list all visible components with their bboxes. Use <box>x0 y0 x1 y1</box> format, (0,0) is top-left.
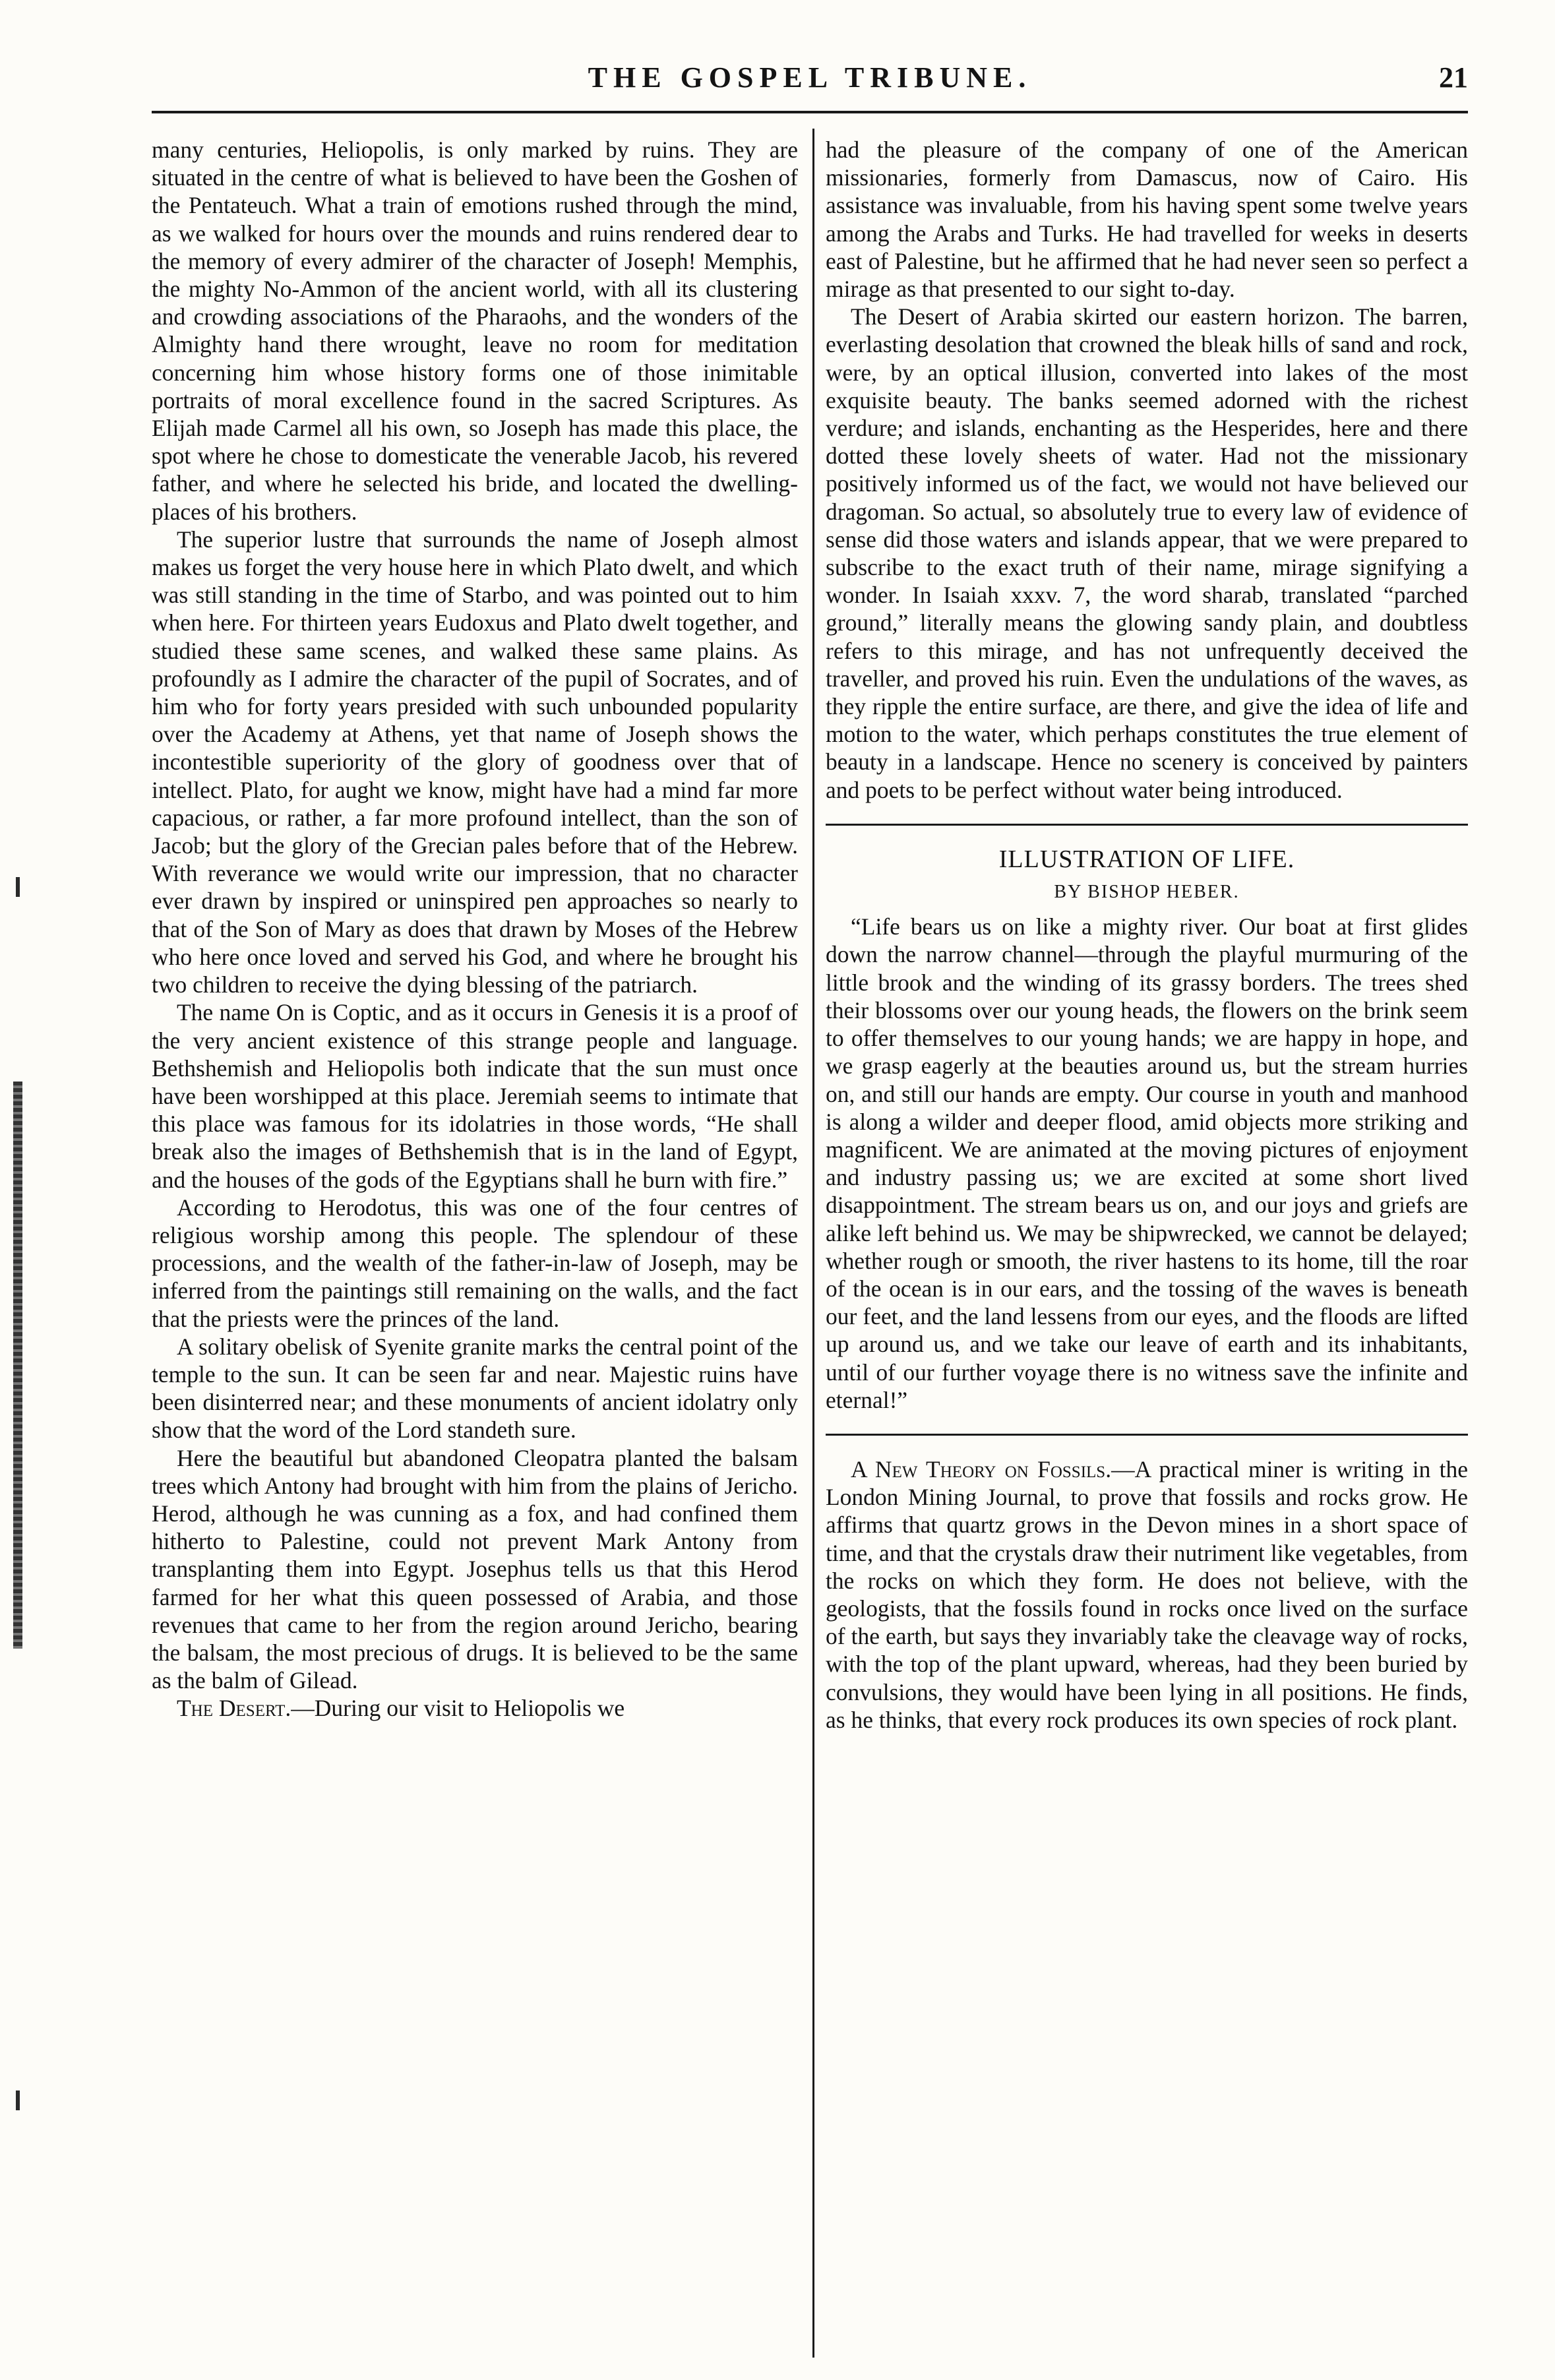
section-divider <box>826 824 1468 826</box>
article-paragraph: The name On is Coptic, and as it occurs in Genesis it is a proof of the very ancient existence of this strange people and language. Bethshemish and Heliopolis both indicate that the sun must once have been worshipped at this place. Jeremiah seems to intimate that this place was famous for its idolatries in those words, “He shall break also the images of Bethshemish that is in the land of Egypt, and the houses of the gods of the Egyptians shall he burn with fire.” <box>152 999 798 1193</box>
article-paragraph: had the pleasure of the company of one of the American missionaries, formerly from Damascus, now of Cairo. His assistance was invaluable, from his having spent some twelve years among the Arabs and Turks. He had travelled for weeks in deserts east of Palestine, but he affirmed that he had never seen so perfect a mirage as that presented to our sight to-day. <box>826 137 1468 303</box>
paragraph-text: —A practical miner is writing in the London Mining Journal, to prove that fossils and rocks grow. He affirms that quartz grows in the Devon mines in a short space of time, and that the crystals draw their nutriment like vegetables, from the rocks on which they form. He does not believe, with the geologists, that the fossils found in rocks once lived on the surface of the earth, but says they invariably take the cleavage way of rocks, with the top of the plant upward, whereas, had they been buried by convulsions, they would have been lying in all positions. He finds, as he thinks, that every rock produces its own species of rock plant. <box>826 1455 1468 1733</box>
header-rule <box>152 111 1468 113</box>
section-heading: The Desert. <box>177 1695 291 1722</box>
page-number: 21 <box>1439 61 1468 94</box>
section-title: ILLUSTRATION OF LIFE. <box>998 845 1295 873</box>
publication-title: THE GOSPEL TRIBUNE. <box>588 61 1032 94</box>
section-divider <box>826 1434 1468 1436</box>
article-paragraph: Here the beautiful but abandoned Cleopatra planted the balsam trees which Antony had brought with him from the plains of Jericho. Herod, although he was cunning as a fox, and had confined them hitherto to Palestine, could not prevent Mark Antony from transplanting them into Egypt. Josephus tells us that this Herod farmed for her what this queen possessed of Arabia, and those revenues that came to her from the region around Jericho, bearing the balsam, the most precious of drugs. It is believed to be the same as the balm of Gilead. <box>152 1444 798 1694</box>
paragraph-text: —During our visit to Heliopolis we <box>291 1695 625 1722</box>
article-paragraph: “Life bears us on like a mighty river. Our boat at first glides down the narrow channel—through the playful murmuring of the little brook and the winding of its grassy borders. The trees shed their blossoms over our young heads, the flowers on the brink seem to offer themselves to our young hands; we are happy in hope, and we grasp eagerly at the beauties around us, but the stream hurries on, and still our hands are empty. Our course in youth and manhood is along a wilder and deeper flood, amid objects more striking and magnificent. We are animated at the moving pictures of enjoyment and industry passing us; we are excited at some short lived disappointment. The stream bears us on, and our joys and griefs are alike left behind us. We may be shipwrecked, we cannot be delayed; whether rough or smooth, the river hastens to its home, till the roar of the ocean is in our ears, and the tossing of the waves is beneath our feet, and the land lessens from our eyes, and the floods are lifted up around us, and we take our leave of earth and its inhabitants, until of our further voyage there is no witness save the infinite and eternal!” <box>826 913 1468 1413</box>
page-header <box>152 61 1468 113</box>
scan-edge-mark <box>16 2090 20 2110</box>
article-paragraph: The Desert of Arabia skirted our eastern horizon. The barren, everlasting desolation that crowned the bleak hills of sand and rock, were, by an optical illusion, converted into lakes of the most exquisite beauty. The banks seemed adorned with the richest verdure; and islands, enchanting as the Hesperides, here and there dotted these lovely sheets of water. Had not the missionary positively informed us of the fact, we would not have believed our dragoman. So actual, so absolutely true to every law of evidence of sense did those waters and islands appear, that we were prepared to subscribe to the exact truth of their name, mirage signifying a wonder. In Isaiah xxxv. 7, the word sharab, translated “parched ground,” literally means the glowing sandy plain, and doubtless refers to this mirage, and has not unfrequently deceived the traveller, and proved his ruin. Even the undulations of the waves, as they ripple the entire surface, are there, and give the idea of life and motion to the water, which perhaps constitutes the true element of beauty in a landscape. Hence no scenery is conceived by painters and poets to be perfect without water being introduced. <box>826 303 1468 803</box>
scan-edge-mark <box>16 877 20 897</box>
article-paragraph: A solitary obelisk of Syenite granite marks the central point of the temple to the sun. It can be seen far and near. Majestic ruins have been disinterred near; and these monuments of ancient idolatry only show that the word of the Lord standeth sure. <box>152 1333 798 1444</box>
article-paragraph <box>152 1694 798 1722</box>
article-paragraph: The superior lustre that surrounds the name of Joseph almost makes us forget the very house here in which Plato dwelt, and which was still standing in the time of Starbo, and was pointed out to him when here. For thirteen years Eudoxus and Plato dwelt together, and studied these same scenes, and walked these same plains. As profoundly as I admire the character of the pupil of Socrates, and of him who for forty years presided with such unbounded popularity over the Academy at Athens, yet that name of Joseph shows the incontestible superiority of the glory of goodness over that of intellect. Plato, for aught we know, might have had a mind far more capacious, or rather, a far more profound intellect, than the son of Jacob; but the glory of the Grecian pales before that of the Hebrew. With reverance we would write our impression, that no character ever drawn by inspired or uninspired pen approaches so nearly to that of the Son of Mary as does that drawn by Moses of the Hebrew who here once loved and served his God, and where he brought his two children to receive the dying blessing of the patriarch. <box>152 526 798 998</box>
byline: BY BISHOP HEBER. <box>1054 882 1240 903</box>
column-divider <box>812 129 814 2358</box>
section-heading: A New Theory on Fossils. <box>851 1455 1112 1482</box>
article-paragraph <box>826 1455 1468 1734</box>
left-column <box>152 136 798 2358</box>
scan-edge-mark <box>13 1082 22 1649</box>
article-paragraph: According to Herodotus, this was one of the four centres of religious worship among this people. The splendour of these processions, and the wealth of the father-in-law of Joseph, may be inferred from the paintings still remaining on the walls, and the fact that the priests were the princes of the land. <box>152 1194 798 1332</box>
article-paragraph: many centuries, Heliopolis, is only marked by ruins. They are situated in the centre of what is believed to have been the Goshen of the Pentateuch. What a train of emotions rushed through the mind, as we walked for hours over the mounds and ruins rendered dear to the memory of every admirer of the character of Joseph! Memphis, the mighty No-Ammon of the ancient world, with all its clustering and crowding associations of the Pharaohs, and the wonders of the Almighty hand there wrought, leave no room for meditation concerning him whose history forms one of those inimitable portraits of moral excellence found in the sacred Scriptures. As Elijah made Carmel all his own, so Joseph has made this place, the spot where he chose to domesticate the venerable Jacob, his revered father, and where he selected his bride, and located the dwelling-places of his brothers. <box>152 137 798 525</box>
right-column <box>826 136 1468 2358</box>
